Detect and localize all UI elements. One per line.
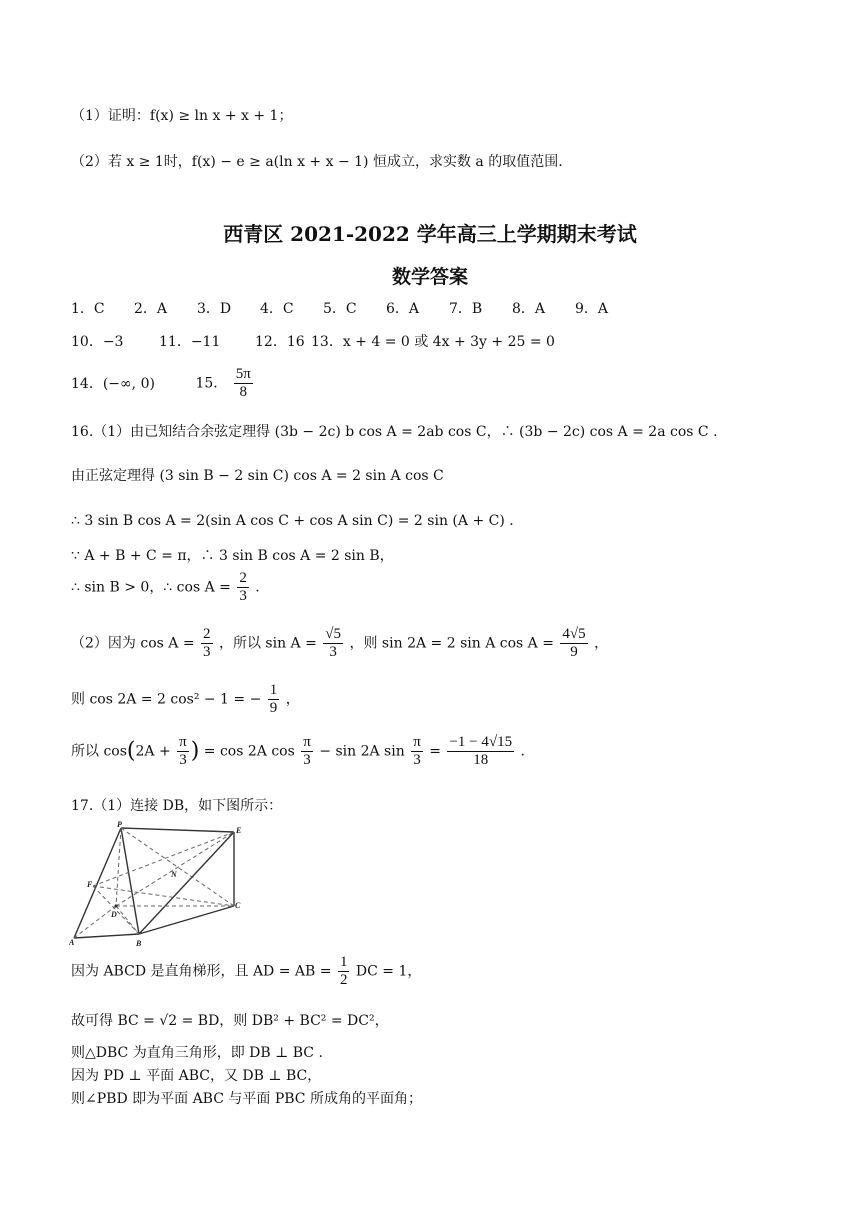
answer-5: 5．C <box>323 301 357 317</box>
q16-line-3: ∴ 3 sin B cos A = 2(sin A cos C + cos A sin C) = 2 sin (A + C) . <box>71 513 514 529</box>
answer-11: 11．−11 <box>159 334 221 350</box>
answer-7: 7．B <box>449 301 483 317</box>
q17-line-2: 因为 ABCD 是直角梯形，且 AD = AB = $\frac{1}{2}$ DC = 1， <box>71 954 422 988</box>
edge-pa <box>74 828 121 938</box>
prev-question-1: （1）证明：f(x) ≥ ln x + x + 1； <box>71 108 293 124</box>
page-subtitle: 数学答案 <box>391 266 468 288</box>
q16-part-2-line-2: 则 cos 2A = 2 cos² − 1 = − $\frac{1}{9}$ ， <box>71 682 300 716</box>
answer-13: 13．x + 4 = 0 或 4x + 3y + 25 = 0 <box>311 334 555 350</box>
q17-line-1: 17.（1）连接 DB，如下图所示： <box>71 798 283 814</box>
q16-part-2-line-3: 所以 cos(2A + $\frac{\pi}{3}$ ) = cos 2A cos $\frac{\pi}{3}$ − sin 2A sin $\frac{\pi}{3}$ = $\frac{-1 - 4√15}{18}$ . <box>71 734 525 768</box>
prev-question-2: （2）若 x ≥ 1时，f(x) − e ≥ a(ln x + x − 1) 恒成立，求实数 a 的取值范围. <box>71 154 563 170</box>
q17-line-6: 则∠PBD 即为平面 ABC 与平面 PBC 所成角的平面角； <box>71 1091 422 1107</box>
answer-4: 4．C <box>260 301 294 317</box>
edge-fe <box>93 832 234 886</box>
answers-row-2 <box>71 332 555 352</box>
answers-row-3 <box>71 366 255 410</box>
q16-line-1: 16.（1）由已知结合余弦定理得 (3b − 2c) b cos A = 2ab cos C，∴ (3b − 2c) cos A = 2a cos C . <box>71 424 718 440</box>
edge-ab <box>74 934 139 938</box>
answer-12: 12．16 <box>255 334 305 350</box>
geometry-figure <box>66 820 252 950</box>
q17-line-3: 故可得 BC = √2 = BD，则 DB² + BC² = DC²， <box>71 1013 389 1029</box>
edge-pe <box>121 828 234 832</box>
answer-6: 6．A <box>386 301 420 317</box>
answer-9: 9．A <box>575 301 609 317</box>
point-c: C <box>235 901 241 910</box>
answer-2: 2．A <box>134 301 168 317</box>
answer-1: 1．C <box>71 301 105 317</box>
answer-15-fraction: $\frac{5\pi}{8}$ <box>235 366 251 400</box>
q17-line-4: 则△DBC 为直角三角形，即 DB ⊥ BC . <box>71 1045 323 1061</box>
answer-15-label: 15． <box>195 375 228 392</box>
point-n: N <box>171 870 177 879</box>
answers-row-1 <box>71 299 638 319</box>
q16-part-2-line-1: （2）因为 cos A = $\frac{2}{3}$ ，所以 sin A = $\frac{√5}{3}$ ，则 sin 2A = 2 sin A cos A = $\frac{4√5}{9}$ ， <box>71 626 609 660</box>
q16-line-2: 由正弦定理得 (3 sin B − 2 sin C) cos A = 2 sin A cos C <box>71 468 444 484</box>
answer-8: 8．A <box>512 301 546 317</box>
point-b: B <box>136 939 142 948</box>
page-title: 西青区 2021-2022 学年高三上学期期末考试 <box>223 222 637 246</box>
answer-10: 10．−3 <box>71 334 124 350</box>
edge-fc <box>93 886 234 906</box>
answer-3: 3．D <box>197 301 232 317</box>
point-a: A <box>69 938 75 947</box>
q16-line-4: ∵ A + B + C = π，∴ 3 sin B cos A = 2 sin B， <box>71 548 394 564</box>
point-e: E <box>236 826 242 835</box>
point-f: F <box>87 880 93 889</box>
point-p: P <box>117 820 122 829</box>
q17-line-5: 因为 PD ⊥ 平面 ABC，又 DB ⊥ BC， <box>71 1068 322 1084</box>
edge-bc <box>139 906 234 934</box>
q16-line-5: ∴ sin B > 0，∴ cos A = $\frac{2}{3}$ . <box>71 570 260 604</box>
point-d: D <box>111 910 117 919</box>
answer-14: 14．(−∞, 0) <box>71 375 155 392</box>
